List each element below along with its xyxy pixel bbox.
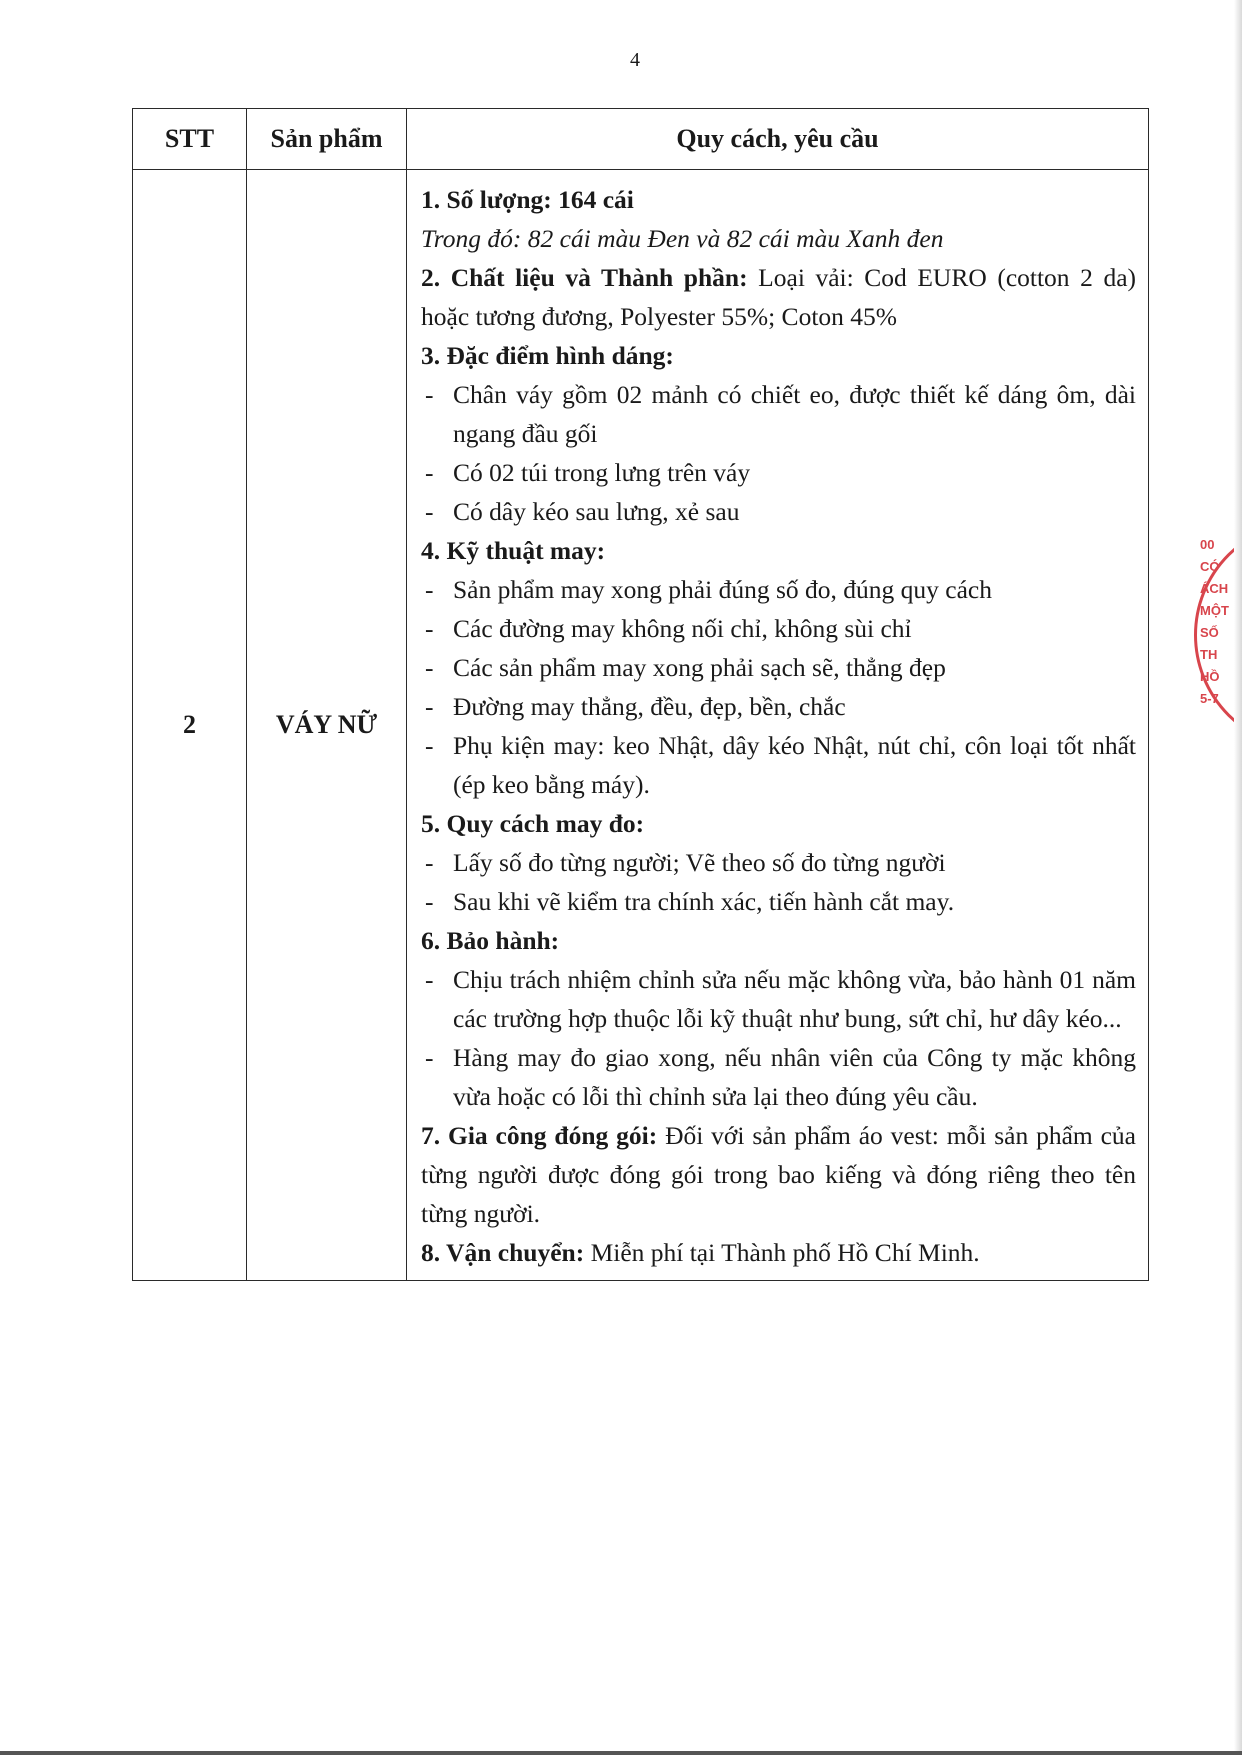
list-item: - Chịu trách nhiệm chỉnh sửa nếu mặc không vừa, bảo hành 01 năm các trường hợp thuộc lỗi kỹ thuật như bung, sứt chỉ, hư dây kéo... bbox=[425, 965, 1136, 1033]
list-item: - Đường may thẳng, đều, đẹp, bền, chắc bbox=[425, 692, 846, 721]
section-material-title: 2. Chất liệu và Thành phần: bbox=[421, 263, 748, 292]
page-edge-shadow bbox=[1234, 0, 1242, 1755]
section-packaging-text: Đối với sản phẩm áo vest: mỗi sản phẩm của từng người được đóng gói trong bao kiếng và đóng riêng theo tên từng người. bbox=[421, 1121, 1136, 1228]
table-header-row bbox=[133, 109, 1149, 170]
list-item: - Sau khi vẽ kiểm tra chính xác, tiến hành cắt may. bbox=[425, 887, 955, 916]
row-requirements bbox=[407, 170, 1149, 1281]
table-row bbox=[133, 170, 1149, 1281]
page-bottom-edge bbox=[0, 1751, 1242, 1755]
header-product: Sản phẩm bbox=[247, 109, 407, 170]
section-quantity-title: 1. Số lượng: 164 cái bbox=[421, 185, 634, 214]
list-item: - Hàng may đo giao xong, nếu nhân viên của Công ty mặc không vừa hoặc có lỗi thì chỉnh sửa lại theo đúng yêu cầu. bbox=[425, 1043, 1136, 1111]
list-item: - Lấy số đo từng người; Vẽ theo số đo từng người bbox=[425, 848, 946, 877]
row-stt: 2 bbox=[133, 170, 247, 1281]
list-item: - Có 02 túi trong lưng trên váy bbox=[425, 458, 751, 487]
section-material bbox=[421, 258, 1136, 336]
section-shipping-title: 8. Vận chuyển: bbox=[421, 1238, 585, 1267]
row-product: VÁY NỮ bbox=[247, 170, 407, 1281]
section-warranty-title: 6. Bảo hành: bbox=[421, 926, 560, 955]
section-sewing-title: 4. Kỹ thuật may: bbox=[421, 536, 606, 565]
section-shipping-text: Miễn phí tại Thành phố Hồ Chí Minh. bbox=[584, 1238, 980, 1267]
section-measure-title: 5. Quy cách may đo: bbox=[421, 809, 645, 838]
list-item: - Chân váy gồm 02 mảnh có chiết eo, được thiết kế dáng ôm, dài ngang đầu gối bbox=[425, 380, 1136, 448]
list-item: - Các đường may không nối chỉ, không sùi chỉ bbox=[425, 614, 912, 643]
header-requirements: Quy cách, yêu cầu bbox=[407, 109, 1149, 170]
seal-text: 00 CÓ ÁCH MỘT SỐ TH HỒ 5-7 bbox=[1200, 537, 1229, 706]
section-shape-title: 3. Đặc điểm hình dáng: bbox=[421, 341, 674, 370]
header-stt: STT bbox=[133, 109, 247, 170]
section-packaging-title: 7. Gia công đóng gói: bbox=[421, 1121, 658, 1150]
list-item: - Sản phẩm may xong phải đúng số đo, đúng quy cách bbox=[425, 575, 992, 604]
section-shipping bbox=[421, 1233, 1136, 1272]
specification-table bbox=[132, 108, 1149, 1281]
list-item: - Phụ kiện may: keo Nhật, dây kéo Nhật, nút chỉ, côn loại tốt nhất (ép keo bằng máy). bbox=[425, 731, 1136, 799]
section-quantity-note: Trong đó: 82 cái màu Đen và 82 cái màu Xanh đen bbox=[421, 224, 944, 253]
page-number: 4 bbox=[630, 49, 640, 71]
section-packaging bbox=[421, 1116, 1136, 1233]
section-material-text: Loại vải: Cod EURO (cotton 2 da) hoặc tương đương, Polyester 55%; Coton 45% bbox=[421, 263, 1137, 331]
list-item: - Có dây kéo sau lưng, xẻ sau bbox=[425, 497, 740, 526]
list-item: - Các sản phẩm may xong phải sạch sẽ, thẳng đẹp bbox=[425, 653, 946, 682]
